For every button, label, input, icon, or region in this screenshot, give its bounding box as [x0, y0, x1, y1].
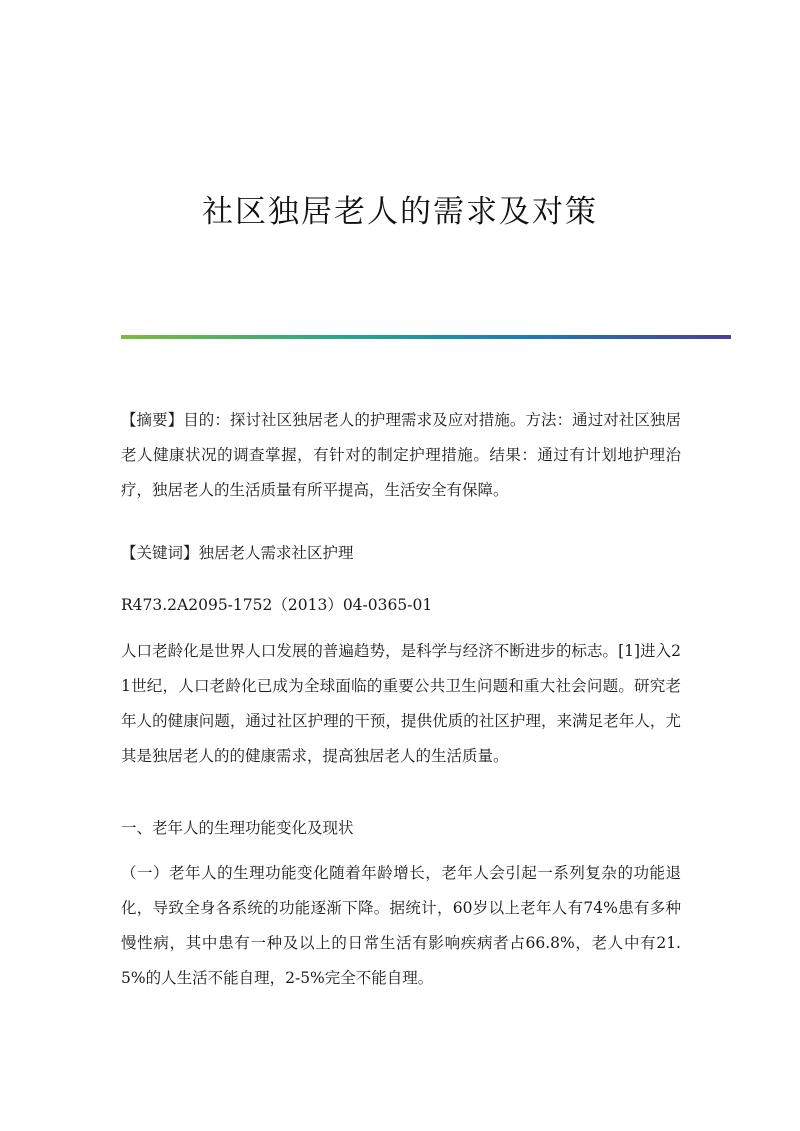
title-divider — [121, 335, 731, 339]
keywords-paragraph: 【关键词】独居老人需求社区护理 — [121, 544, 354, 562]
section-heading: 一、老年人的生理功能变化及现状 — [121, 819, 354, 837]
intro-paragraph: 人口老龄化是世界人口发展的普遍趋势，是科学与经济不断进步的标志。[1]进入21世纪，人口老龄化已成为全球面临的重要公共卫生问题和重大社会问题。研究老年人的健康问题，通过社区护理的干预，提供优质的社区护理，来满足老年人，尤其是独居老人的的健康需求，提高独居老人的生活质量。 — [121, 642, 681, 765]
section-paragraph: （一）老年人的生理功能变化随着年龄增长，老年人会引起一系列复杂的功能退化，导致全身各系统的功能逐渐下降。据统计，60岁以上老年人有74%患有多种慢性病，其中患有一种及以上的日常生活有影响疾病者占66.8%，老人中有21.5%的人生活不能自理，2-5%完全不能自理。 — [121, 864, 681, 987]
abstract-paragraph: 【摘要】目的：探讨社区独居老人的护理需求及应对措施。方法：通过对社区独居老人健康状况的调查掌握，有针对的制定护理措施。结果：通过有计划地护理治疗，独居老人的生活质量有所平提高，生活安全有保障。 — [121, 411, 681, 499]
classification-line: R473.2A2095-1752（2013）04-0365-01 — [121, 596, 433, 614]
document-title: 社区独居老人的需求及对策 — [202, 194, 598, 230]
